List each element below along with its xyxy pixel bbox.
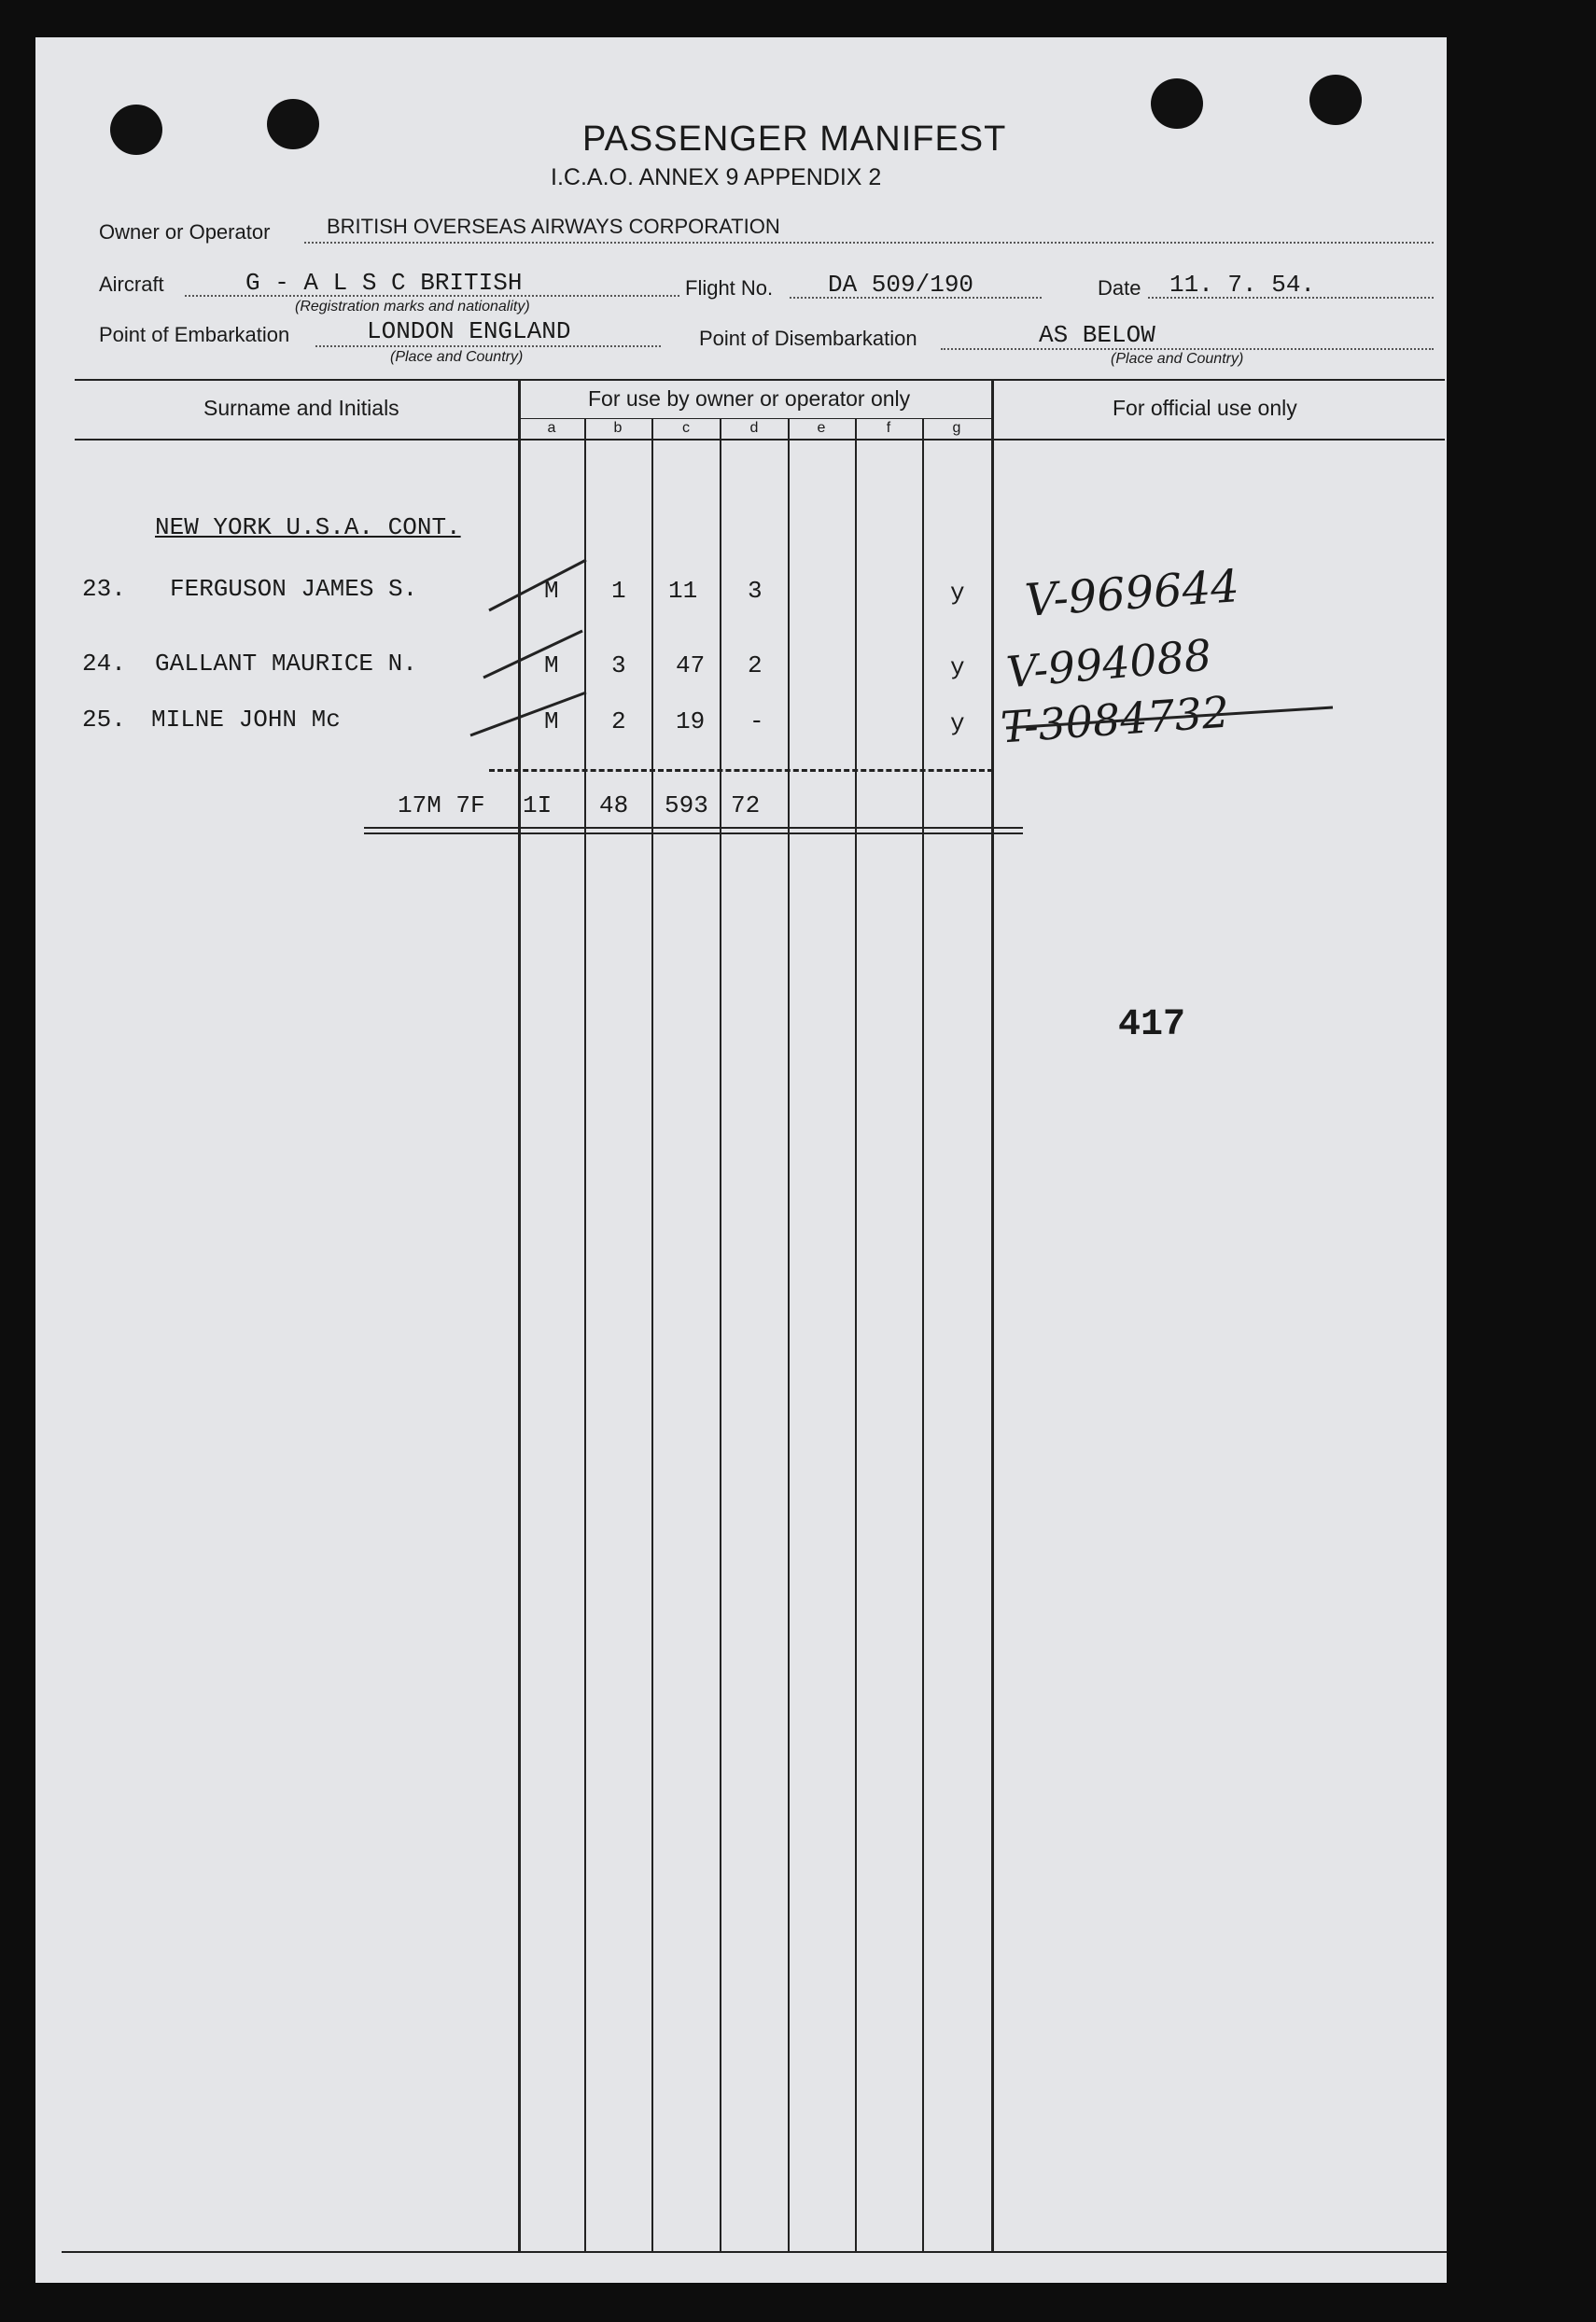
disembarkation-value: AS BELOW	[1039, 321, 1155, 349]
row-number: 24.	[82, 650, 126, 678]
passenger-name: GALLANT MAURICE N.	[155, 650, 417, 678]
official-handwritten-entry: V-994088	[1004, 629, 1214, 698]
strike-mark	[470, 692, 586, 735]
cell-c: 19	[676, 707, 706, 735]
column-label-a: a	[547, 420, 556, 436]
column-label-c: c	[682, 420, 690, 436]
date-label: Date	[1098, 276, 1141, 300]
total-d: 72	[731, 791, 761, 819]
column-label-e: e	[817, 420, 826, 436]
column-label-g: g	[952, 420, 961, 436]
column-label-f: f	[886, 420, 891, 436]
cell-d: -	[749, 707, 764, 735]
embarkation-value: LONDON ENGLAND	[367, 317, 571, 345]
date-value: 11. 7. 54.	[1169, 271, 1316, 299]
handwritten-underline	[1006, 707, 1333, 728]
form-subtitle: I.C.A.O. ANNEX 9 APPENDIX 2	[551, 164, 882, 190]
strike-mark	[483, 631, 582, 678]
aircraft-label: Aircraft	[99, 273, 164, 296]
cell-a: M	[544, 651, 559, 679]
total-b: 48	[599, 791, 629, 819]
cell-b: 3	[611, 651, 626, 679]
aircraft-note: (Registration marks and nationality)	[295, 299, 530, 315]
form-title: PASSENGER MANIFEST	[582, 119, 1007, 159]
surname-header: Surname and Initials	[203, 396, 399, 420]
owner-value: BRITISH OVERSEAS AIRWAYS CORPORATION	[327, 215, 780, 238]
cell-g: y	[950, 579, 965, 607]
cell-c: 11	[668, 577, 698, 605]
owner-use-header: For use by owner or operator only	[588, 386, 911, 411]
official-handwritten-entry: T-3084732	[999, 686, 1231, 753]
cell-b: 1	[611, 577, 626, 605]
cell-a: M	[544, 707, 559, 735]
disembarkation-label: Point of Disembarkation	[699, 327, 917, 350]
cell-d: 3	[748, 577, 763, 605]
total-c: 593	[665, 791, 708, 819]
total-label: 17M 7F	[398, 791, 485, 819]
total-a: 1I	[523, 791, 553, 819]
total-underline	[364, 827, 1023, 829]
embarkation-note: (Place and Country)	[390, 349, 524, 365]
page-number: 417	[1118, 1004, 1186, 1046]
embarkation-label: Point of Embarkation	[99, 323, 290, 346]
owner-label: Owner or Operator	[99, 220, 271, 244]
flight-label: Flight No.	[685, 276, 774, 300]
strike-mark	[489, 560, 586, 610]
flight-value: DA 509/190	[828, 271, 974, 299]
manifest-page	[35, 37, 1447, 2283]
cell-g: y	[950, 709, 965, 737]
cell-b: 2	[611, 707, 626, 735]
official-use-header: For official use only	[1113, 396, 1297, 420]
disembarkation-note: (Place and Country)	[1111, 351, 1244, 367]
cell-c: 47	[676, 651, 706, 679]
subtotal-rule	[489, 769, 993, 772]
cell-d: 2	[748, 651, 763, 679]
column-label-d: d	[749, 420, 759, 436]
passenger-name: FERGUSON JAMES S.	[170, 575, 418, 603]
cell-g: y	[950, 653, 965, 681]
aircraft-value: G - A L S C BRITISH	[245, 269, 523, 297]
cell-a: M	[544, 577, 559, 605]
strike-marks	[35, 37, 1447, 877]
row-number: 23.	[82, 575, 126, 603]
column-label-b: b	[613, 420, 623, 436]
total-underline	[364, 832, 1023, 834]
official-handwritten-entry: V-969644	[1023, 560, 1241, 627]
row-number: 25.	[82, 706, 126, 734]
section-heading: NEW YORK U.S.A. CONT.	[155, 513, 461, 541]
passenger-name: MILNE JOHN Mc	[151, 706, 341, 734]
page-bottom-rule	[62, 2251, 1447, 2253]
